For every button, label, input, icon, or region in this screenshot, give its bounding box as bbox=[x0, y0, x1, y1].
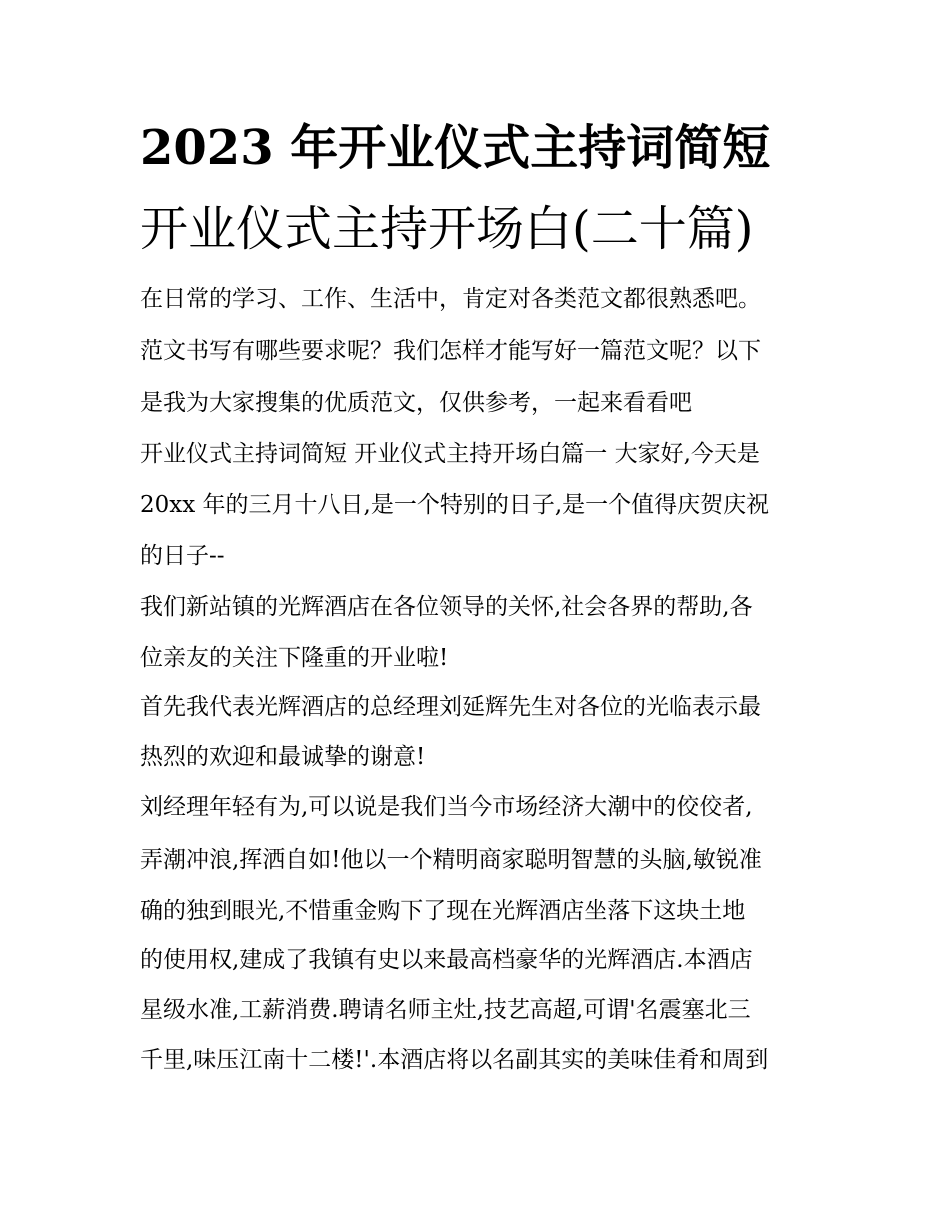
document-title-line-2: 开业仪式主持开场白(二十篇) bbox=[140, 201, 754, 257]
body-line-14: 的使用权,建成了我镇有史以来最高档豪华的光辉酒店.本酒店 bbox=[140, 947, 753, 973]
body-line-4: 开业仪式主持词简短 开业仪式主持开场白篇一 大家好,今天是 bbox=[140, 441, 760, 467]
body-line-5: 20xx 年的三月十八日,是一个特别的日子,是一个值得庆贺庆祝 bbox=[140, 492, 770, 518]
body-line-3: 是我为大家搜集的优质范文，仅供参考，一起来看看吧 bbox=[140, 390, 692, 416]
body-line-2: 范文书写有哪些要求呢？我们怎样才能写好一篇范文呢？以下 bbox=[140, 338, 761, 364]
body-line-11: 刘经理年轻有为,可以说是我们当今市场经济大潮中的佼佼者, bbox=[140, 794, 753, 820]
body-line-9: 首先我代表光辉酒店的总经理刘延辉先生对各位的光临表示最 bbox=[140, 694, 761, 720]
document-title-line-1: 2023 年开业仪式主持词简短 bbox=[140, 120, 771, 176]
body-line-12: 弄潮冲浪,挥洒自如!他以一个精明商家聪明智慧的头脑,敏锐准 bbox=[140, 847, 762, 873]
body-line-15: 星级水准,工薪消费.聘请名师主灶,技艺高超,可谓'名震塞北三 bbox=[140, 997, 751, 1023]
body-line-16: 千里,味压江南十二楼!'.本酒店将以名副其实的美味佳肴和周到 bbox=[140, 1047, 769, 1073]
body-line-6: 的日子-- bbox=[140, 543, 225, 569]
body-line-1: 在日常的学习、工作、生活中，肯定对各类范文都很熟悉吧。 bbox=[140, 286, 761, 312]
body-line-10: 热烈的欢迎和最诚挚的谢意! bbox=[140, 744, 426, 770]
body-line-7: 我们新站镇的光辉酒店在各位领导的关怀,社会各界的帮助,各 bbox=[140, 594, 753, 620]
body-line-8: 位亲友的关注下隆重的开业啦! bbox=[140, 645, 449, 671]
body-line-13: 确的独到眼光,不惜重金购下了现在光辉酒店坐落下这块土地 bbox=[140, 898, 746, 924]
